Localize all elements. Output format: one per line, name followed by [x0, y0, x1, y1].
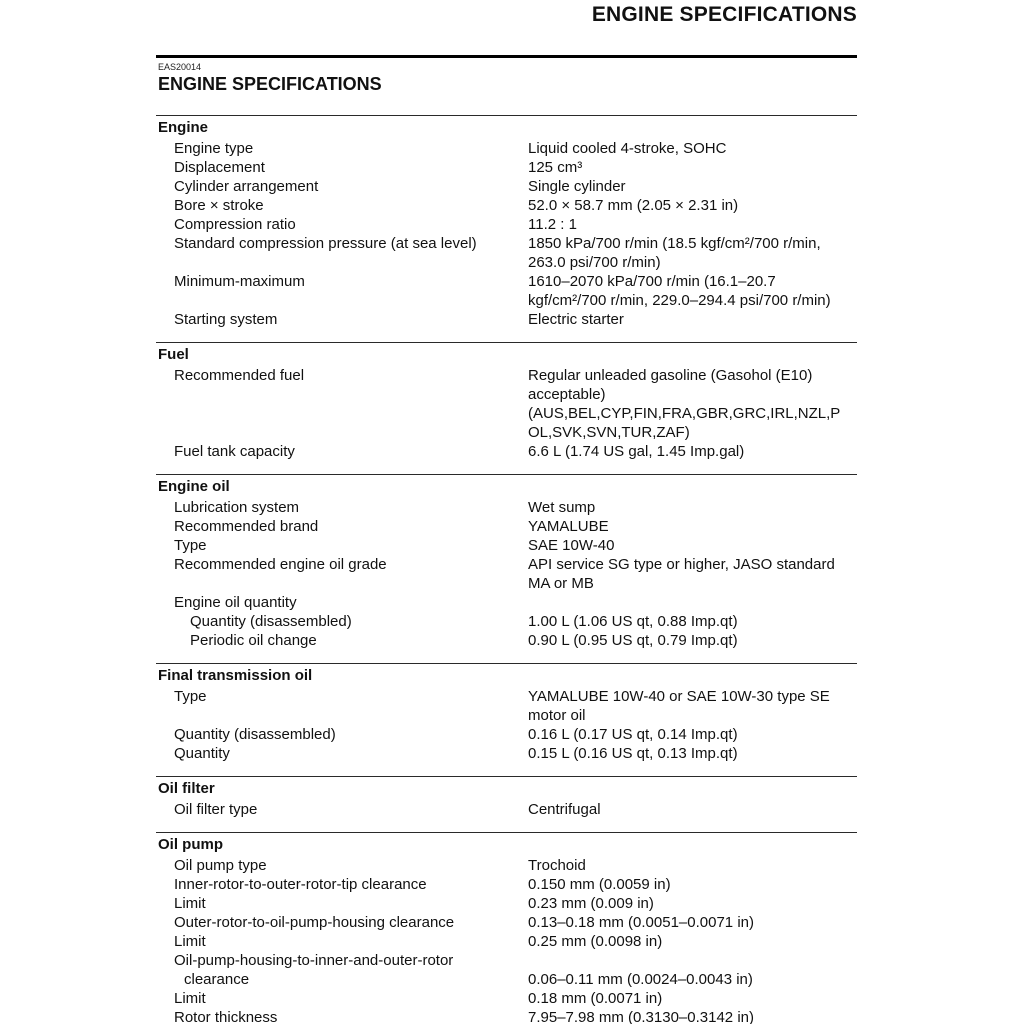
spec-label: Engine oil quantity [174, 594, 297, 611]
spec-value [528, 196, 857, 215]
spec-value-line: 0.150 mm (0.0059 in) [528, 876, 671, 893]
spec-label: Rotor thickness [174, 1009, 278, 1024]
spec-value-line: Centrifugal [528, 801, 601, 818]
spec-value-line: motor oil [528, 707, 586, 724]
spec-value-line: 0.16 L (0.17 US qt, 0.14 Imp.qt) [528, 726, 738, 743]
spec-value [528, 442, 857, 461]
spec-value-line: API service SG type or higher, JASO standard [528, 556, 835, 573]
spec-label: Type [174, 688, 207, 705]
spec-row [156, 875, 857, 894]
spec-value [528, 215, 857, 234]
spec-label: Inner-rotor-to-outer-rotor-tip clearance [174, 876, 427, 893]
spec-row [156, 442, 857, 461]
spec-value [528, 951, 857, 970]
spec-value [528, 800, 857, 819]
spec-value-line: kgf/cm²/700 r/min, 229.0–294.4 psi/700 r/min) [528, 292, 831, 309]
spec-value [528, 631, 857, 650]
spec-section-title: Engine oil [158, 478, 230, 495]
spec-row [156, 139, 857, 158]
spec-value-line: Single cylinder [528, 178, 626, 195]
spec-section-title: Final transmission oil [158, 667, 313, 684]
spec-value [528, 1008, 857, 1024]
spec-label: Quantity (disassembled) [190, 613, 352, 630]
spec-label: Quantity (disassembled) [174, 726, 336, 743]
section-code: EAS20014 [158, 62, 202, 72]
spec-label: Recommended fuel [174, 367, 305, 384]
spec-value-line: Trochoid [528, 857, 586, 874]
spec-value [528, 856, 857, 875]
spec-label: Limit [174, 990, 206, 1007]
spec-value-line: SAE 10W-40 [528, 537, 615, 554]
spec-value [528, 875, 857, 894]
spec-value [528, 744, 857, 763]
spec-section [156, 832, 857, 1024]
spec-value [528, 536, 857, 555]
spec-label: Recommended brand [174, 518, 319, 535]
spec-value [528, 272, 857, 310]
spec-value [528, 177, 857, 196]
spec-section-rows [156, 139, 857, 329]
spec-section-title: Oil filter [158, 780, 215, 797]
spec-value-line: 125 cm³ [528, 159, 583, 176]
spec-label: Cylinder arrangement [174, 178, 319, 195]
spec-value [528, 970, 857, 989]
spec-value-line: 11.2 : 1 [528, 216, 577, 233]
spec-value-line: 0.06–0.11 mm (0.0024–0.0043 in) [528, 971, 753, 988]
spec-label: Fuel tank capacity [174, 443, 295, 460]
spec-label: Limit [174, 895, 206, 912]
spec-section-title: Engine [158, 119, 209, 136]
spec-value [528, 310, 857, 329]
spec-value-line: Liquid cooled 4-stroke, SOHC [528, 140, 727, 157]
spec-value-line: 0.18 mm (0.0071 in) [528, 990, 663, 1007]
spec-label: Compression ratio [174, 216, 296, 233]
spec-value-line: 1610–2070 kPa/700 r/min (16.1–20.7 [528, 273, 776, 290]
spec-row [156, 744, 857, 763]
spec-label: clearance [184, 971, 250, 988]
spec-row [156, 593, 857, 612]
spec-label: Quantity [174, 745, 230, 762]
spec-value [528, 139, 857, 158]
spec-label: Limit [174, 933, 206, 950]
spec-value [528, 555, 857, 593]
spec-label: Oil-pump-housing-to-inner-and-outer-rotor [174, 952, 454, 969]
spec-label: Type [174, 537, 207, 554]
spec-sections [156, 115, 857, 1024]
spec-section-rows [156, 856, 857, 1024]
spec-row [156, 517, 857, 536]
spec-value-line: YAMALUBE [528, 518, 609, 535]
spec-value [528, 725, 857, 744]
spec-row [156, 310, 857, 329]
spec-label: Outer-rotor-to-oil-pump-housing clearance [174, 914, 455, 931]
spec-section [156, 663, 857, 776]
spec-section-rows [156, 366, 857, 461]
spec-section-rows [156, 687, 857, 763]
spec-label: Starting system [174, 311, 278, 328]
header-rule-divider [156, 55, 857, 58]
spec-label: Standard compression pressure (at sea level) [174, 235, 477, 252]
spec-value [528, 593, 857, 612]
spec-section [156, 474, 857, 663]
spec-value-line: 0.15 L (0.16 US qt, 0.13 Imp.qt) [528, 745, 738, 762]
spec-value [528, 498, 857, 517]
spec-row [156, 932, 857, 951]
spec-value-line: Electric starter [528, 311, 624, 328]
spec-row [156, 725, 857, 744]
spec-row [156, 970, 857, 989]
spec-section-rows [156, 498, 857, 650]
spec-row [156, 272, 857, 310]
spec-label: Bore × stroke [174, 197, 264, 214]
spec-label: Lubrication system [174, 499, 300, 516]
spec-value-line: 1850 kPa/700 r/min (18.5 kgf/cm²/700 r/min, [528, 235, 821, 252]
spec-value-line: 6.6 L (1.74 US gal, 1.45 Imp.gal) [528, 443, 745, 460]
spec-value-line: OL,SVK,SVN,TUR,ZAF) [528, 424, 690, 441]
spec-row [156, 913, 857, 932]
spec-row [156, 177, 857, 196]
spec-value-line: 0.90 L (0.95 US qt, 0.79 Imp.qt) [528, 632, 738, 649]
spec-row [156, 856, 857, 875]
spec-row [156, 234, 857, 272]
page-title: ENGINE SPECIFICATIONS [158, 74, 382, 94]
spec-row [156, 1008, 857, 1024]
spec-row [156, 612, 857, 631]
spec-value [528, 517, 857, 536]
spec-label: Minimum-maximum [174, 273, 305, 290]
spec-value [528, 366, 857, 442]
spec-row [156, 536, 857, 555]
spec-value-line: 1.00 L (1.06 US qt, 0.88 Imp.qt) [528, 613, 738, 630]
spec-row [156, 631, 857, 650]
spec-row [156, 498, 857, 517]
spec-row [156, 894, 857, 913]
spec-value-line: YAMALUBE 10W-40 or SAE 10W-30 type SE [528, 688, 830, 705]
spec-row [156, 989, 857, 1008]
spec-label: Oil filter type [174, 801, 258, 818]
spec-value-line: Wet sump [528, 499, 596, 516]
spec-label: Oil pump type [174, 857, 267, 874]
spec-row [156, 951, 857, 970]
spec-row [156, 366, 857, 442]
spec-value-line: 0.13–0.18 mm (0.0051–0.0071 in) [528, 914, 754, 931]
spec-row [156, 215, 857, 234]
spec-value-line: MA or MB [528, 575, 594, 592]
spec-value [528, 687, 857, 725]
spec-value [528, 158, 857, 177]
spec-value-line: 0.23 mm (0.009 in) [528, 895, 654, 912]
spec-label: Recommended engine oil grade [174, 556, 387, 573]
spec-row [156, 800, 857, 819]
spec-row [156, 158, 857, 177]
spec-value [528, 234, 857, 272]
spec-row [156, 687, 857, 725]
running-header [592, 3, 857, 27]
spec-value-line: (AUS,BEL,CYP,FIN,FRA,GBR,GRC,IRL,NZL,P [528, 405, 841, 422]
spec-value [528, 989, 857, 1008]
page-content [156, 62, 857, 1024]
spec-value-line: 263.0 psi/700 r/min) [528, 254, 661, 271]
running-header-title: ENGINE SPECIFICATIONS [591, 3, 857, 26]
spec-label: Engine type [174, 140, 254, 157]
spec-value-line: 7.95–7.98 mm (0.3130–0.3142 in) [528, 1009, 754, 1024]
spec-section-rows [156, 800, 857, 819]
spec-value-line: 0.25 mm (0.0098 in) [528, 933, 663, 950]
spec-row [156, 196, 857, 215]
spec-value-line: 52.0 × 58.7 mm (2.05 × 2.31 in) [528, 197, 739, 214]
spec-label: Periodic oil change [190, 632, 317, 649]
spec-label: Displacement [174, 159, 265, 176]
spec-value [528, 932, 857, 951]
spec-section [156, 115, 857, 342]
spec-value-line: acceptable) [528, 386, 606, 403]
spec-section [156, 342, 857, 474]
spec-section-title: Fuel [158, 346, 189, 363]
spec-value-line: Regular unleaded gasoline (Gasohol (E10) [528, 367, 813, 384]
spec-value [528, 612, 857, 631]
spec-row [156, 555, 857, 593]
spec-section [156, 776, 857, 832]
spec-value [528, 913, 857, 932]
spec-section-title: Oil pump [158, 836, 223, 853]
spec-value [528, 894, 857, 913]
